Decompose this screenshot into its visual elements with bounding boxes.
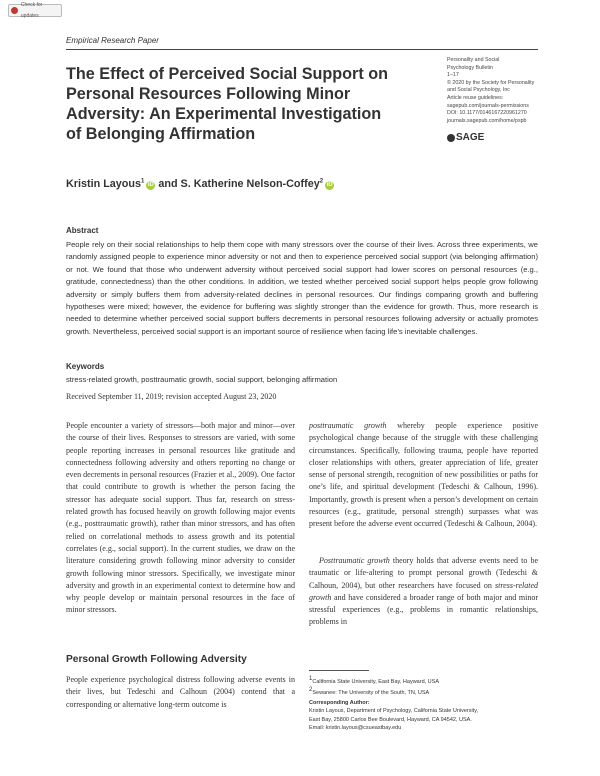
abstract-heading: Abstract [66, 226, 99, 235]
affiliation [309, 675, 439, 686]
affiliation-marker: 1 [141, 178, 145, 185]
body-paragraph: People experience psychological distress following adverse events in their lives, but Tedeschi and Calhoun (2004) contend that a corresponding or alternative long-term outcome is [66, 675, 295, 709]
orcid-icon[interactable]: iD [326, 182, 333, 188]
paragraph-text: whereby people experience positive psychological change because of the struggle with these challenging circumstances. Specifically, following trauma, people have reported closer relationships with others, greater appreciation of life, greater sense of personal strength, recognition of new possibilities or paths for one’s life, and spiritual development (Tedeschi & Calhoun, 1996). Importantly, growth is present when a person’s development on certain resources (e.g., gratitude, personal strength) surpasses what was present before the adverse event occurred (Tedeschi & Calhoun, 2004). [309, 421, 539, 529]
body-paragraph [309, 555, 538, 629]
check-updates-icon [11, 7, 18, 14]
keywords-heading: Keywords [66, 362, 105, 371]
keywords-body: stress-related growth, posttraumatic growth, social support, belonging affirmation [66, 375, 338, 384]
article-title: The Effect of Perceived Social Support on Personal Resources Following Minor Adversity: An Experimental Investigation of Belonging Affirmation [66, 65, 389, 143]
sage-logo-text: SAGE [456, 132, 485, 143]
italic-term: Posttraumatic growth [319, 556, 390, 565]
journal-info-line: Personality and Social [447, 57, 500, 63]
journal-info-line: Psychology Bulletin [447, 64, 493, 71]
author-name: Kristin Layous [66, 178, 141, 190]
affiliation [309, 686, 439, 697]
sage-logo [447, 132, 484, 143]
received-dates: Received September 11, 2019; revision accepted August 23, 2020 [66, 392, 277, 401]
journal-info-line: sagepub.com/journals-permissions [447, 102, 529, 109]
orcid-icon[interactable]: iD [147, 182, 154, 188]
check-updates-label: Check for updates [20, 1, 43, 19]
affiliations [309, 675, 439, 697]
body-paragraph: People encounter a variety of stressors—both major and minor—over the course of their lives. Responses to stressors are varied, with some people reporting increases in personal resources like gratitude and connectedness following adversity and others reporting no change or even decrements in personal resources (Frazier et al., 2009). One factor that could contribute to growth is whether the person facing the stressor has adequate social support. Thus far, research on stress-related growth has focused heavily on growth following major events (e.g., posttraumatic growth), rather than minor stressors, and has often relied on correlational methods to assess growth and its potential correlates (e.g., social support). In the current studies, we draw on the literature considering growth following minor adversity to consider growth following minor stressors. Specifically, we investigate minor adversity and growth in an experimental context to determine how and why people develop or maintain personal resources in the face of minor stressors. [66, 421, 295, 615]
affiliation-marker: 2 [309, 687, 313, 694]
abstract-body: People rely on their social relationships to help them cope with many stressors over the course of their lives. Across three experiments, we randomly assigned people to experience minor adversity or not and then to experience perceived social support (via belonging affirmation) or not. We found that those who underwent adversity without perceived social support had lower scores on personal resources (e.g., gratitude, connectedness) than the other conditions. In addition, we tested whether perceived social support helps people grow following adversity or simply buffers them from adversity-related declines in personal resources. Our findings comparing growth and buffering hypotheses were mixed; however, the evidence for buffering was slightly stronger than the evidence for growth. Thus, more research is needed to determine whether perceived social support buffers decrements in personal resources following adversity or actually promotes growth. Nevertheless, perceived social support is an important source of resilience when facing life’s inevitable challenges. [66, 240, 538, 336]
affiliation-marker: 2 [319, 178, 324, 185]
corresponding-heading: Corresponding Author: [309, 700, 370, 706]
corresponding-line: East Bay, 25800 Carlos Bee Boulevard, Hayward, CA 94542, USA. [309, 716, 472, 723]
paragraph-text: theory holds that adverse events need to be traumatic or life-altering to prompt personal growth (Tedeschi & Calhoun, 2004), but other researchers have focused on [309, 556, 538, 590]
body-paragraph [309, 420, 538, 531]
author-list [66, 178, 334, 190]
affiliation-marker: 1 [309, 676, 313, 682]
check-for-updates-badge[interactable] [8, 1, 62, 19]
corresponding-line: Kristin Layous, Department of Psychology, California State University, [309, 708, 479, 715]
italic-term: stress-related growth [309, 580, 538, 602]
article-type: Empirical Research Paper [66, 36, 159, 45]
footnote-rule [309, 670, 369, 671]
corresponding-email[interactable]: Email: kristin.layous@csueastbay.edu [309, 725, 402, 732]
author-name: and S. Katherine Nelson-Coffey [158, 178, 320, 190]
journal-info-line: © 2020 by the Society for Personality [447, 79, 535, 86]
journal-info-line: Article reuse guidelines: [447, 94, 504, 101]
journal-info-line: DOI: 10.1177/0146167220961270 [447, 110, 527, 117]
journal-info-line: and Social Psychology, Inc [447, 87, 510, 94]
affiliation-text: California State University, East Bay, Hayward, USA [312, 678, 439, 685]
italic-term: posttraumatic growth [309, 421, 387, 430]
affiliation-text: Sewanee: The University of the South, TN, USA [312, 690, 430, 697]
sage-logo-icon [447, 134, 455, 142]
paragraph-text: and have considered a broader range of both major and minor stressful experiences (e.g., problems in romantic relationships, problems in [309, 592, 538, 627]
header-rule [66, 49, 538, 50]
journal-info-line: journals.sagepub.com/home/pspb [447, 117, 527, 124]
corresponding-author [309, 699, 478, 733]
section-heading: Personal Growth Following Adversity [66, 654, 247, 665]
journal-info-line: 1–17 [447, 72, 459, 79]
journal-info [447, 57, 567, 125]
